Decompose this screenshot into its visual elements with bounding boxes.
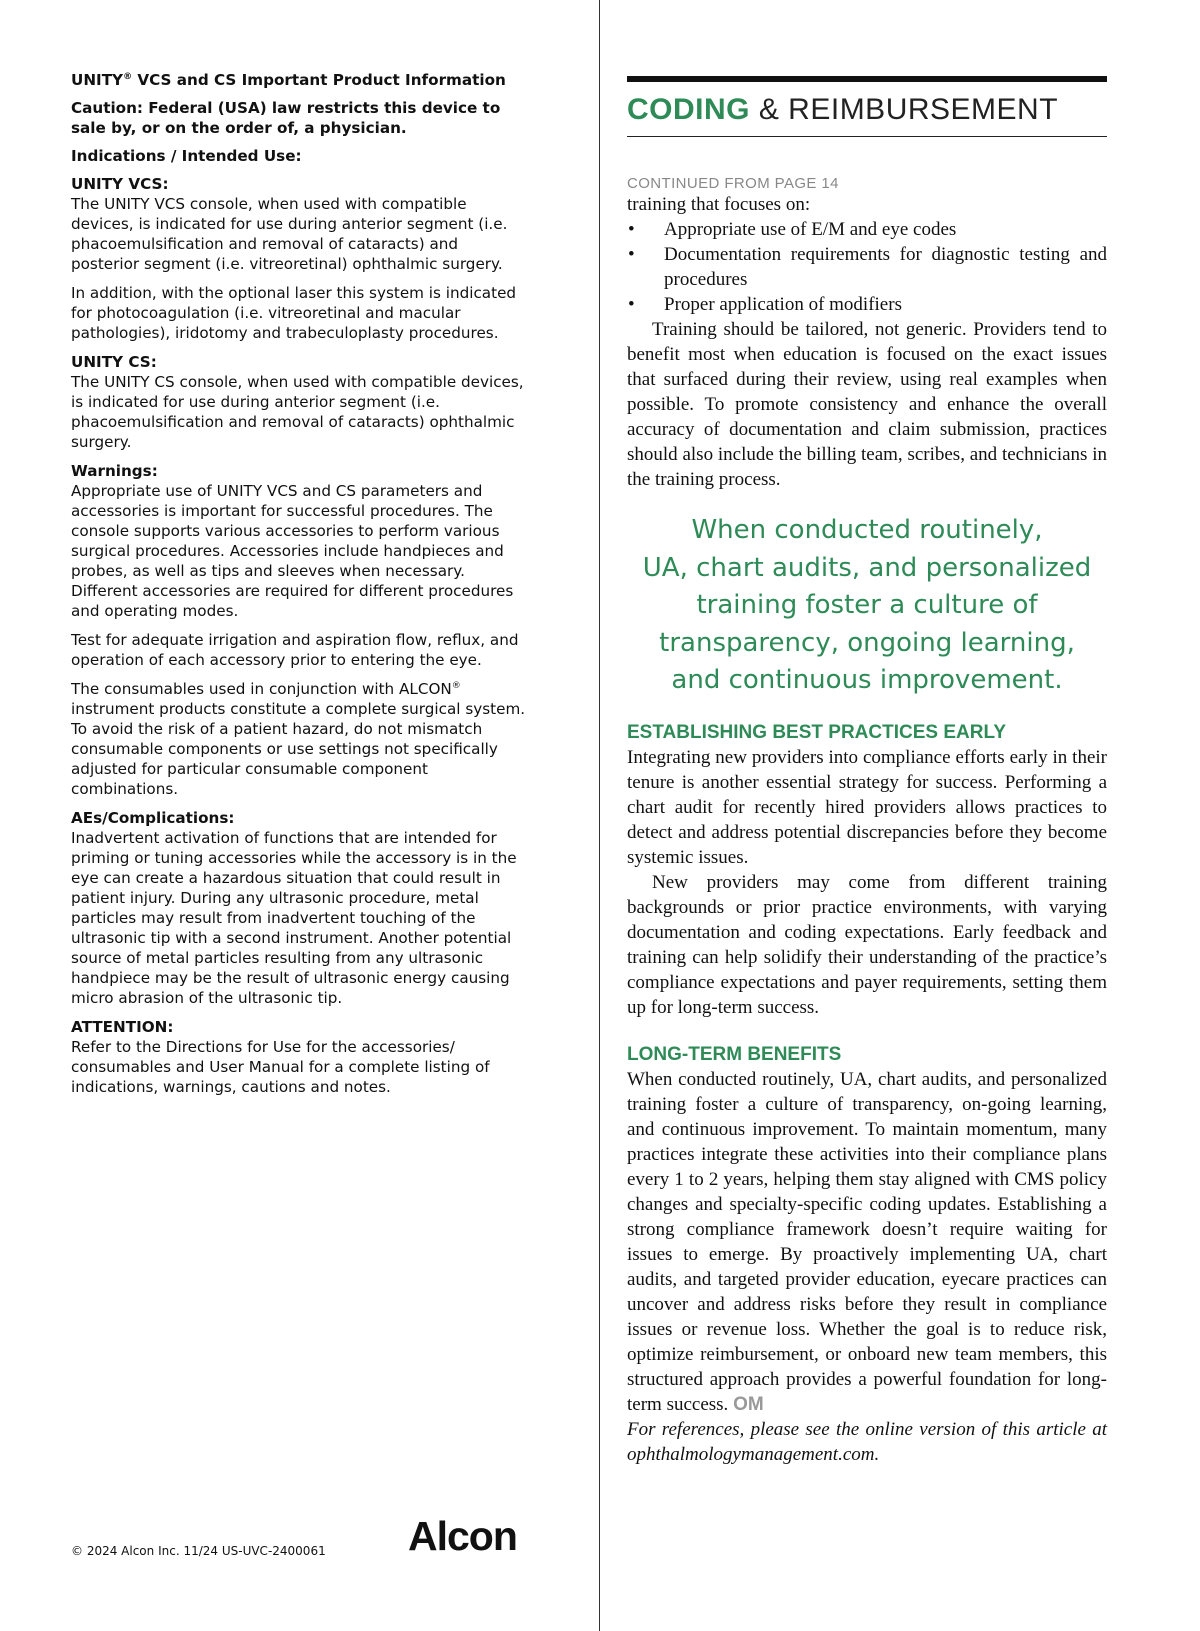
unity-cs-text: The UNITY CS console, when used with compatible devices, is indicated for use during anterior segment (i.e. phacoemulsification and removal of cataracts) ophthalmic surgery.: [71, 373, 524, 451]
warnings-heading: Warnings:: [71, 462, 158, 480]
section-title-strong: CODING: [627, 93, 750, 126]
bullet-icon: •: [628, 244, 635, 265]
best-practices-paragraph-2: New providers may come from different training backgrounds or prior practice environments, with varying documentation and coding expectations. Early feedback and training can help solidify their understanding of the practice’s compliance expectations and payer requirements, setting them up for long-term success.: [627, 871, 1107, 1018]
training-paragraph: Training should be tailored, not generic. Providers tend to benefit most when education is focused on the exact issues that surfaced during their review, using real examples when possible. To promote consistency and enhance the overall accuracy of documentation and claim submission, practices should also include the billing team, scribes, and technicians in the training process.: [627, 319, 1107, 490]
intro-line: training that focuses on:: [627, 194, 811, 215]
section-title: [627, 90, 1107, 130]
caution-statement: Caution: Federal (USA) law restricts this device to sale by, or on the order of, a physician.: [71, 99, 501, 137]
laser-indication-text: In addition, with the optional laser this system is indicated for photocoagulation (i.e. vitreoretinal and macular pathologies), iridotomy and trabeculoplasty procedures.: [71, 284, 517, 342]
section-title-rest: & REIMBURSEMENT: [750, 93, 1059, 126]
attention-text: Refer to the Directions for Use for the accessories/ consumables and User Manual for a complete listing of indications, warnings, cautions and notes.: [71, 1038, 490, 1096]
aes-heading: AEs/Complications:: [71, 809, 235, 827]
section-rule: [627, 136, 1107, 137]
warnings-text: Appropriate use of UNITY VCS and CS parameters and accessories is important for successful procedures. The console supports various accessories to perform various surgical procedures. Accessories include handpieces and probes, as well as tips and sleeves when necessary. Different accessories are required for different procedures and operating modes.: [71, 482, 514, 620]
pull-quote-line: training foster a culture of: [696, 590, 1038, 620]
list-item: • Documentation requirements for diagnostic testing and procedures: [628, 244, 1107, 290]
aes-text: Inadvertent activation of functions that are intended for priming or tuning accessories while the accessory is in the eye can create a hazardous situation that could result in patient injury. During any ultrasonic procedure, metal particles may result from inadvertent touching of the ultrasonic tip with a second instrument. Another potential source of metal particles resulting from any ultrasonic handpiece may be the result of ultrasonic energy causing micro abrasion of the ultrasonic tip.: [71, 829, 517, 1007]
bullet-icon: •: [628, 294, 635, 315]
article-body: [627, 192, 1107, 1467]
attention-block: [71, 1017, 526, 1097]
training-bullet-list: [627, 217, 1107, 317]
consumables-text: The consumables used in conjunction with ALCON® instrument products constitute a complete surgical system. To avoid the risk of a patient hazard, do not mismatch consumable components or use settings not specifically adjusted for particular consumable component combinations.: [71, 680, 526, 798]
unity-vcs-text: The UNITY VCS console, when used with compatible devices, is indicated for use during anterior segment (i.e. phacoemulsification and removal of cataracts) and posterior segment (i.e. vitreoretinal) ophthalmic surgery.: [71, 195, 508, 273]
section-top-bar: [627, 76, 1107, 82]
pull-quote-line: transparency, ongoing learning,: [659, 627, 1075, 658]
test-text: Test for adequate irrigation and aspiration flow, reflux, and operation of each accessory prior to entering the eye.: [71, 631, 519, 669]
aes-complications-block: [71, 808, 526, 1008]
pull-quote-line: UA, chart audits, and personalized: [642, 552, 1092, 583]
copyright-notice: © 2024 Alcon Inc. 11/24 US-UVC-2400061: [71, 1544, 326, 1558]
list-item: • Proper application of modifiers: [628, 294, 902, 315]
column-divider: [599, 0, 600, 1631]
pull-quote: [627, 512, 1107, 700]
unity-vcs-heading: UNITY VCS:: [71, 175, 169, 193]
alcon-logo: Alcon: [408, 1513, 517, 1559]
unity-cs-block: [71, 352, 526, 452]
warnings-block: [71, 461, 526, 621]
unity-cs-heading: UNITY CS:: [71, 353, 157, 371]
list-item: • Appropriate use of E/M and eye codes: [628, 219, 957, 240]
bullet-icon: •: [628, 219, 635, 240]
best-practices-paragraph-1: Integrating new providers into compliance efforts early in their tenure is another essential strategy for success. Performing a chart audit for recently hired providers allows practices to detect and address potential discrepancies before they become systemic issues.: [627, 746, 1107, 868]
long-term-benefits-heading: LONG-TERM BENEFITS: [627, 1043, 842, 1065]
article-column: [627, 76, 1107, 1467]
pull-quote-line: When conducted routinely,: [691, 515, 1043, 545]
attention-heading: ATTENTION:: [71, 1018, 174, 1036]
continued-note: CONTINUED FROM PAGE 14: [627, 175, 839, 192]
unity-vcs-block: [71, 174, 526, 274]
product-information-column: [71, 70, 526, 1106]
best-practices-heading: ESTABLISHING BEST PRACTICES EARLY: [627, 721, 1006, 743]
long-term-benefits-paragraph: When conducted routinely, UA, chart audits, and personalized training foster a culture of transparency, on-going learning, and continuous improvement. To maintain momentum, many practices integrate these activities into their compliance plans every 1 to 2 years, helping them stay aligned with CMS policy changes and specialty-specific coding updates. Establishing a strong compliance framework doesn’t require waiting for issues to emerge. By proactively implementing UA, chart audits, and targeted provider education, eyecare practices can uncover and address risks before they result in compliance issues or revenue loss. Whether the goal is to reduce risk, optimize reimbursement, or onboard new team members, this structured approach provides a powerful foundation for long-term success. OM: [627, 1068, 1107, 1415]
pull-quote-line: and continuous improvement.: [671, 665, 1063, 695]
indications-heading: Indications / Intended Use:: [71, 147, 302, 165]
end-mark: OM: [733, 1393, 764, 1415]
product-info-title: UNITY® VCS and CS Important Product Information: [71, 71, 506, 89]
references-note: For references, please see the online version of this article at ophthalmologymanagement.com.: [627, 1418, 1107, 1465]
